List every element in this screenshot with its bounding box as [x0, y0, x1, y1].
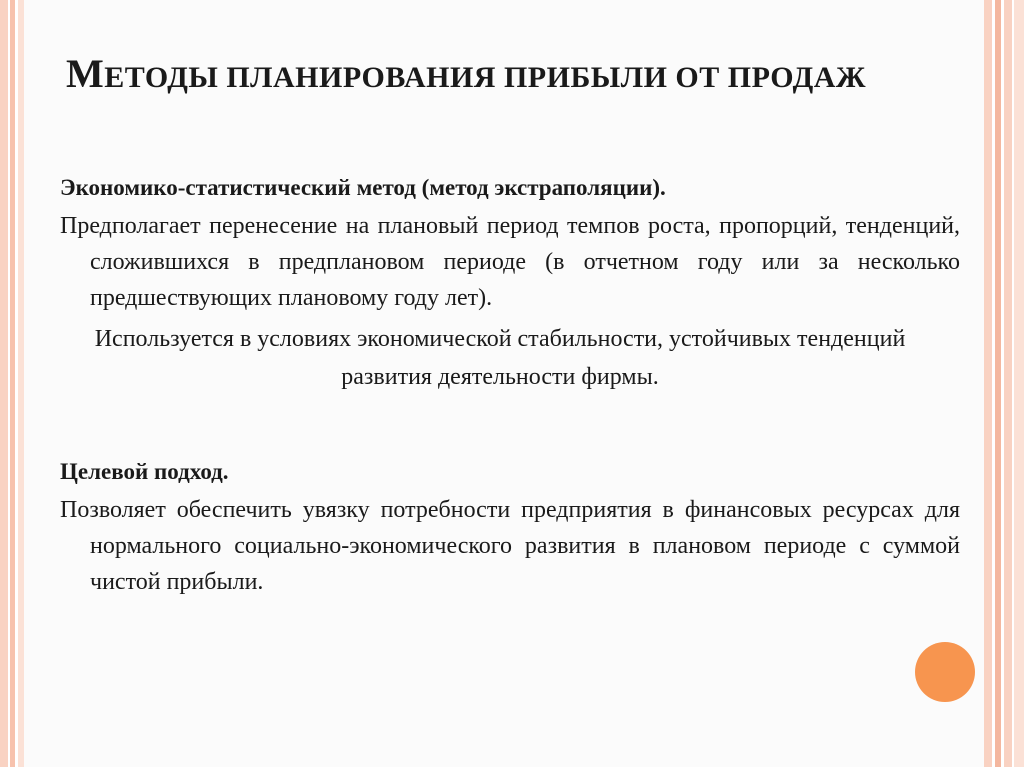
slide-title	[66, 50, 966, 97]
section-paragraph: Предполагает перенесение на плановый период темпов роста, пропорций, тенденций, сложившихся в предплановом периоде (в отчетном году или за несколько предшествующих плановому году лет).	[60, 213, 960, 311]
spacer	[60, 396, 960, 452]
section-heading: Целевой подход.	[60, 459, 229, 484]
left-stripe	[0, 0, 8, 767]
title-rest: ЕТОДЫ ПЛАНИРОВАНИЯ ПРИБЫЛИ ОТ ПРОДАЖ	[104, 61, 867, 94]
section-paragraph: Позволяет обеспечить увязку потребности предприятия в финансовых ресурсах для нормального социально-экономического развития в плановом периоде с суммой чистой прибыли.	[60, 497, 960, 595]
right-stripe	[1004, 0, 1012, 767]
decorative-dot	[915, 642, 975, 702]
title-initial: М	[66, 51, 105, 96]
right-stripe	[1014, 0, 1024, 767]
section-heading: Экономико-статистический метод (метод экстраполяции).	[60, 175, 666, 200]
right-stripe	[984, 0, 992, 767]
section-note: Используется в условиях экономической стабильности, устойчивых тенденций развития деятельности фирмы.	[94, 326, 906, 390]
slide-content	[60, 168, 960, 600]
